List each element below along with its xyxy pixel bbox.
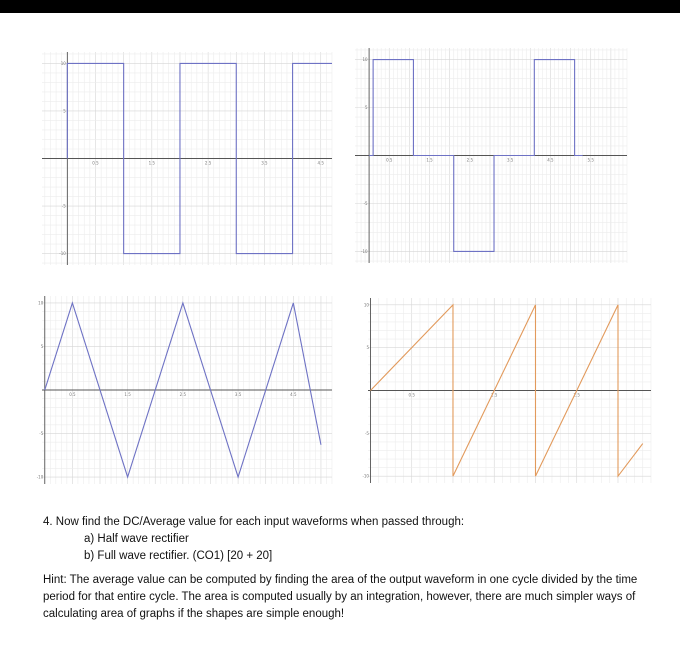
- option-half-wave: a) Half wave rectifier: [84, 533, 189, 545]
- y-tick-label: 5: [365, 105, 368, 111]
- x-tick-label: 1.5: [426, 157, 433, 163]
- x-tick-label: 1.5: [491, 392, 498, 398]
- y-tick-label: -5: [39, 431, 44, 437]
- y-tick-label: 10: [38, 300, 44, 306]
- y-tick-label: -10: [36, 474, 44, 480]
- x-tick-label: 3.5: [234, 392, 242, 397]
- y-tick-label: 10: [363, 302, 369, 308]
- sawtooth-wave-chart: [362, 298, 651, 483]
- x-tick-label: 2.5: [466, 157, 474, 163]
- x-tick-label: 4.5: [317, 160, 324, 166]
- y-tick-label: 5: [366, 345, 369, 351]
- x-tick-label: 2.5: [179, 392, 187, 397]
- y-tick-label: 5: [63, 108, 66, 114]
- x-tick-label: 0.5: [92, 160, 99, 166]
- x-tick-label: 1.5: [124, 392, 131, 397]
- hint-paragraph: Hint: The average value can be computed by finding the area of the output waveform in one cycle divided by the time period for that entire cycle. The area is computed usually by an integration, however, there are much simpler ways of calculating area of graphs if the shapes are simple enough!: [43, 574, 638, 620]
- x-tick-label: 0.5: [386, 157, 393, 163]
- question-block: [43, 514, 668, 565]
- x-tick-label: 1.5: [148, 160, 155, 166]
- y-tick-label: 10: [60, 60, 66, 66]
- x-tick-label: 0.5: [69, 392, 76, 397]
- x-tick-label: 2.5: [204, 160, 212, 166]
- x-tick-label: 3.5: [261, 160, 268, 166]
- x-tick-label: 0.5: [408, 392, 415, 398]
- y-tick-label: -5: [364, 430, 369, 436]
- option-full-wave: b) Full wave rectifier. (CO1) [20 + 20]: [84, 550, 273, 562]
- x-tick-label: 2.5: [573, 392, 580, 398]
- offset-square-wave-graph: [355, 48, 627, 263]
- y-tick-label: -5: [363, 200, 368, 206]
- square-wave-graph: [42, 52, 332, 265]
- y-tick-label: 10: [362, 57, 368, 63]
- x-tick-label: 3.5: [506, 157, 514, 163]
- x-tick-label: 5.5: [587, 157, 594, 163]
- x-tick-label: 4.5: [290, 392, 297, 397]
- x-tick-label: 4.5: [547, 157, 554, 163]
- offset-square-wave-chart: [355, 48, 627, 263]
- y-tick-label: -10: [59, 251, 66, 257]
- top-black-bar: [0, 0, 680, 13]
- y-tick-label: 5: [40, 343, 44, 349]
- triangle-wave-graph: [36, 296, 332, 484]
- question-text: 4. Now find the DC/Average value for each input waveforms when passed through:: [43, 516, 465, 528]
- y-tick-label: -5: [61, 203, 66, 209]
- triangle-wave-chart: [36, 296, 332, 484]
- square-wave-chart: [42, 52, 332, 265]
- y-tick-label: -10: [361, 248, 368, 254]
- sawtooth-wave-graph: [362, 298, 651, 483]
- y-tick-label: -10: [362, 473, 369, 479]
